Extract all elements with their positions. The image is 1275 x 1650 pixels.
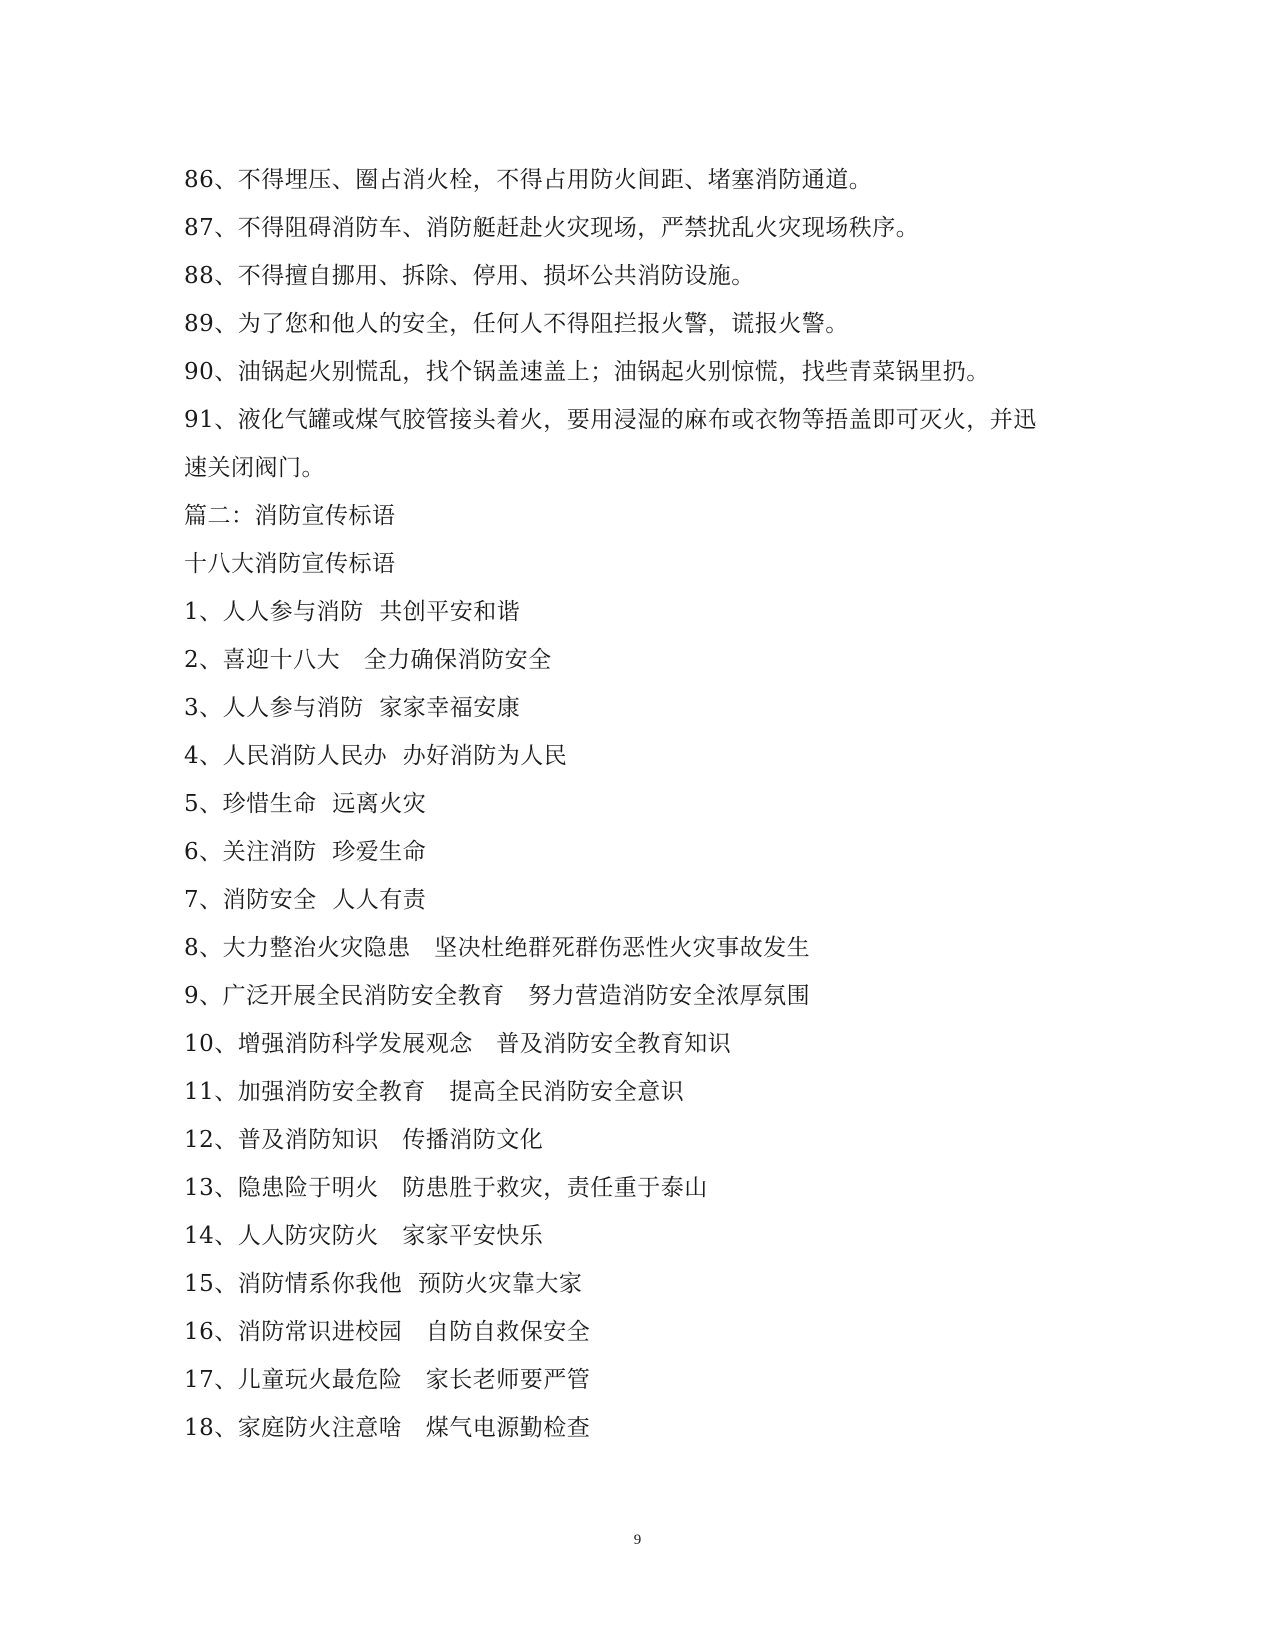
slogan-item: 8、大力整治火灾隐患 坚决杜绝群死群伤恶性火灾事故发生 [184, 935, 811, 961]
slogan-item: 4、人民消防人民办 办好消防为人民 [184, 743, 568, 769]
slogan-item: 14、人人防灾防火 家家平安快乐 [184, 1223, 544, 1249]
slogan-item: 18、家庭防火注意啥 煤气电源勤检查 [184, 1415, 591, 1441]
document-body [184, 156, 1084, 1452]
subsection-heading: 十八大消防宣传标语 [184, 551, 396, 577]
slogan-item: 3、人人参与消防 家家幸福安康 [184, 695, 521, 721]
slogan-item: 6、关注消防 珍爱生命 [184, 839, 427, 865]
section-heading: 篇二：消防宣传标语 [184, 503, 396, 529]
text-line: 88、不得擅自挪用、拆除、停用、损坏公共消防设施。 [184, 263, 755, 289]
slogan-item: 9、广泛开展全民消防安全教育 努力营造消防安全浓厚氛围 [184, 983, 811, 1009]
slogan-item: 5、珍惜生命 远离火灾 [184, 791, 427, 817]
slogan-item: 13、隐患险于明火 防患胜于救灾，责任重于泰山 [184, 1175, 708, 1201]
slogan-item: 2、喜迎十八大 全力确保消防安全 [184, 647, 552, 673]
slogan-item: 12、普及消防知识 传播消防文化 [184, 1127, 544, 1153]
slogan-item: 1、人人参与消防 共创平安和谐 [184, 599, 521, 625]
text-line: 90、油锅起火别慌乱，找个锅盖速盖上；油锅起火别惊慌，找些青菜锅里扔。 [184, 359, 990, 385]
page-number: 9 [633, 1532, 642, 1548]
text-line: 89、为了您和他人的安全，任何人不得阻拦报火警，谎报火警。 [184, 311, 849, 337]
slogan-item: 11、加强消防安全教育 提高全民消防安全意识 [184, 1079, 685, 1105]
slogan-item: 7、消防安全 人人有责 [184, 887, 427, 913]
slogan-item: 16、消防常识进校园 自防自救保安全 [184, 1319, 591, 1345]
text-line: 87、不得阻碍消防车、消防艇赶赴火灾现场，严禁扰乱火灾现场秩序。 [184, 215, 920, 241]
slogan-item: 15、消防情系你我他 预防火灾靠大家 [184, 1271, 583, 1297]
text-line: 速关闭阀门。 [184, 455, 325, 481]
text-line: 91、液化气罐或煤气胶管接头着火，要用浸湿的麻布或衣物等捂盖即可灭火，并迅 [184, 407, 1037, 433]
text-line: 86、不得埋压、圈占消火栓，不得占用防火间距、堵塞消防通道。 [184, 167, 873, 193]
slogan-item: 10、增强消防科学发展观念 普及消防安全教育知识 [184, 1031, 732, 1057]
slogan-item: 17、儿童玩火最危险 家长老师要严管 [184, 1367, 591, 1393]
